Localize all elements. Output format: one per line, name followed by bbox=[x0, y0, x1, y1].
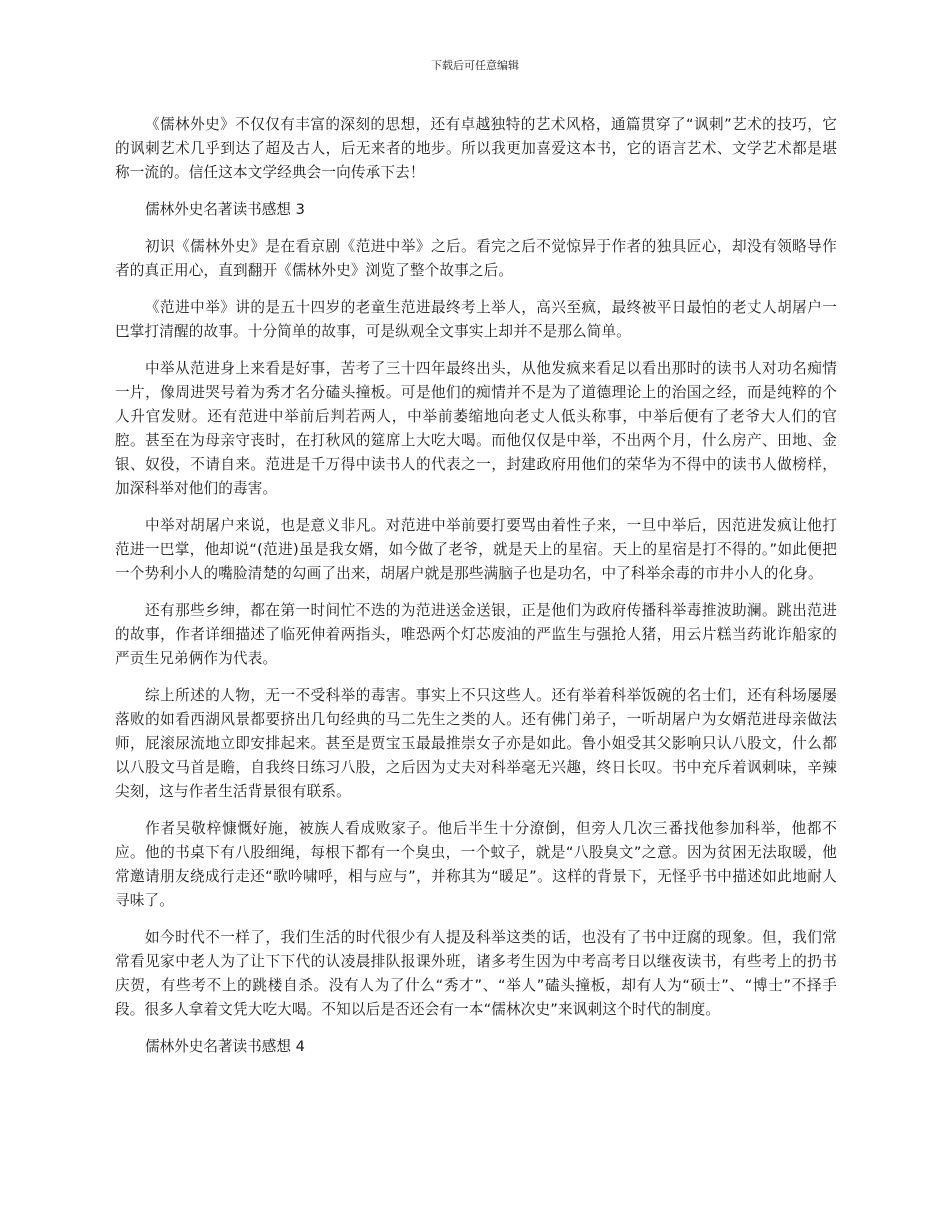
section-heading: 儒林外史名著读书感想 3 bbox=[145, 201, 305, 218]
paragraph: 中举对胡屠户来说，也是意义非凡。对范进中举前要打要骂由着性子来，一旦中举后，因范进发疯让他打范进一巴掌，他却说“(范进)虽是我女婿，如今做了老爷，就是天上的星宿。天上的星宿是打不得的。”如此便把一个势利小人的嘴脸清楚的勾画了出来，胡屠户就是那些满脑子也是功名，中了科举余毒的市井小人的化身。 bbox=[115, 517, 837, 582]
paragraph: 初识《儒林外史》是在看京剧《范进中举》之后。看完之后不觉惊异于作者的独具匠心，却没有领略导作者的真正用心，直到翻开《儒林外史》浏览了整个故事之后。 bbox=[115, 238, 837, 279]
section-heading: 儒林外史名著读书感想 4 bbox=[145, 1038, 305, 1055]
page-header-note: 下载后可任意编辑 bbox=[431, 59, 519, 72]
paragraph: 综上所述的人物，无一不受科举的毒害。事实上不只这些人。还有举着科举饭碗的名士们，还有科场屡屡落败的如看西湖风景都要挤出几句经典的马二先生之类的人。还有佛门弟子，一听胡屠户为女婿范进母亲做法师，屁滚尿流地立即安排起来。甚至是贾宝玉最最推崇女子亦是如此。鲁小姐受其父影响只认八股文，什么都以八股文马首是瞻，自我终日练习八股，之后因为丈夫对科举毫无兴趣，终日长叹。书中充斥着讽刺味，辛辣尖刻，这与作者生活背景很有联系。 bbox=[115, 687, 837, 800]
paragraph: 如今时代不一样了，我们生活的时代很少有人提及科举这类的话，也没有了书中迂腐的现象。但，我们常常看见家中老人为了让下下代的认凌晨排队报课外班，诸多考生因为中考高考日以继夜读书，有些考上的扔书庆贺，有些考不上的跳楼自杀。没有人为了什么“秀才”、“举人”磕头撞板，却有人为“硕士”、“博士”不择手段。很多人拿着文凭大吃大喝。不知以后是否还会有一本“儒林次史”来讽刺这个时代的制度。 bbox=[115, 929, 837, 1018]
document-body bbox=[115, 113, 837, 1072]
paragraph: 中举从范进身上来看是好事，苦考了三十四年最终出头，从他发疯来看足以看出那时的读书人对功名痴情一片，像周进哭号着为秀才名分磕头撞板。可是他们的痴情并不是为了道德理论上的治国之经，而是纯粹的个人升官发财。还有范进中举前后判若两人，中举前萎缩地向老丈人低头称事，中举后便有了老爷大人们的官腔。甚至在为母亲守丧时，在打秋风的筵席上大吃大喝。而他仅仅是中举，不出两个月，什么房产、田地、金银、奴役，不请自来。范进是千万得中读书人的代表之一，封建政府用他们的荣华为不得中的读书人做榜样，加深科举对他们的毒害。 bbox=[115, 360, 837, 497]
paragraph: 《范进中举》讲的是五十四岁的老童生范进最终考上举人，高兴至疯，最终被平日最怕的老丈人胡屠户一巴掌打清醒的故事。十分简单的故事，可是纵观全文事实上却并不是那么简单。 bbox=[115, 299, 837, 340]
paragraph: 还有那些乡绅，都在第一时间忙不迭的为范进送金送银，正是他们为政府传播科举毒推波助澜。跳出范进的故事，作者详细描述了临死伸着两指头，唯恐两个灯芯废油的严监生与强抢人猪，用云片糕当药讹诈船家的严贡生兄弟俩作为代表。 bbox=[115, 602, 837, 667]
paragraph: 《儒林外史》不仅仅有丰富的深刻的思想，还有卓越独特的艺术风格，通篇贯穿了“讽刺”艺术的技巧，它的讽刺艺术几乎到达了超及古人，后无来者的地步。所以我更加喜爱这本书，它的语言艺术、文学艺术都是堪称一流的。信任这本文学经典会一向传承下去！ bbox=[115, 116, 837, 181]
paragraph: 作者吴敬梓慷慨好施，被族人看成败家子。他后半生十分潦倒，但旁人几次三番找他参加科举，他都不应。他的书桌下有八股细绳，每根下都有一个臭虫，一个蚊子，就是“八股臭文”之意。因为贫困无法取暖，他常邀请朋友绕成行走还“歌吟啸呼，相与应与”，并称其为“暖足”。这样的背景下，无怪乎书中描述如此地耐人寻味了。 bbox=[115, 820, 837, 909]
